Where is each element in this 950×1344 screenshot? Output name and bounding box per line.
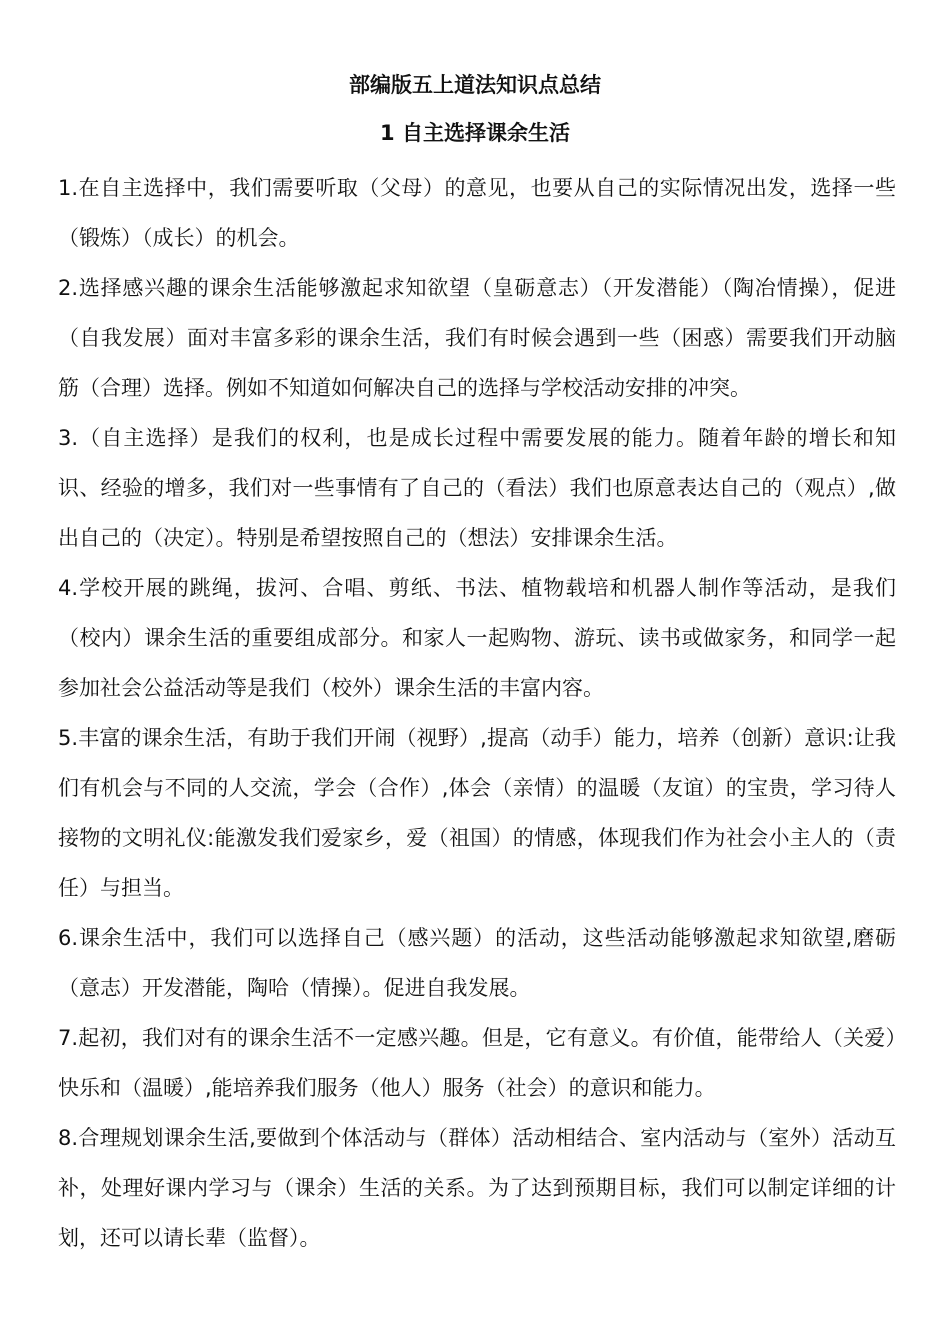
paragraph-1: 1.在自主选择中，我们需要听取（父母）的意见，也要从自己的实际情况出发，选择一些（锻炼）（成长）的机会。 — [58, 176, 896, 250]
paragraph-5: 5.丰富的课余生活，有助于我们开闹（视野）,提高（动手）能力，培养（创新）意识:让我们有机会与不同的人交流，学会（合作）,体会（亲情）的温暖（友谊）的宝贵，学习待人接物的文明礼仪:能激发我们爱家乡，爱（祖国）的情感，体现我们作为社会小主人的（责任）与担当。 — [58, 726, 896, 900]
paragraph-3: 3.（自主选择）是我们的权利，也是成长过程中需要发展的能力。随着年龄的增长和知识、经验的增多，我们对一些事情有了自己的（看法）我们也原意表达自己的（观点）,做出自己的（决定）。特别是希望按照自己的（想法）安排课余生活。 — [58, 426, 896, 550]
paragraph-4: 4.学校开展的跳绳，拔河、合唱、剪纸、书法、植物载培和机器人制作等活动，是我们（校内）课余生活的重要组成部分。和家人一起购物、游玩、读书或做家务，和同学一起参加社会公益活动等是我们（校外）课余生活的丰富内容。 — [58, 576, 896, 700]
document-body — [58, 163, 896, 1263]
paragraph-2: 2.选择感兴趣的课余生活能够激起求知欲望（皇砺意志）（开发潜能）（陶冶情操），促进（自我发展）面对丰富多彩的课余生活，我们有时候会遇到一些（困惑）需要我们开动脑筋（合理）选择。例如不知道如何解决自己的选择与学校活动安排的冲突。 — [58, 276, 896, 400]
section-title: 1 自主选择课余生活 — [380, 121, 570, 145]
paragraph-8: 8.合理规划课余生活,要做到个体活动与（群体）活动相结合、室内活动与（室外）活动互补，处理好课内学习与（课余）生活的关系。为了达到预期目标，我们可以制定详细的计划，还可以请长辈（监督）。 — [58, 1126, 896, 1250]
document-title: 部编版五上道法知识点总结 — [349, 73, 601, 97]
paragraph-7: 7.起初，我们对有的课余生活不一定感兴趣。但是，它有意义。有价值，能带给人（关爱）快乐和（温暖）,能培养我们服务（他人）服务（社会）的意识和能力。 — [58, 1026, 896, 1100]
paragraph-6: 6.课余生活中，我们可以选择自己（感兴题）的活动，这些活动能够激起求知欲望,磨砺（意志）开发潜能，陶哈（情操）。促进自我发展。 — [58, 926, 896, 1000]
